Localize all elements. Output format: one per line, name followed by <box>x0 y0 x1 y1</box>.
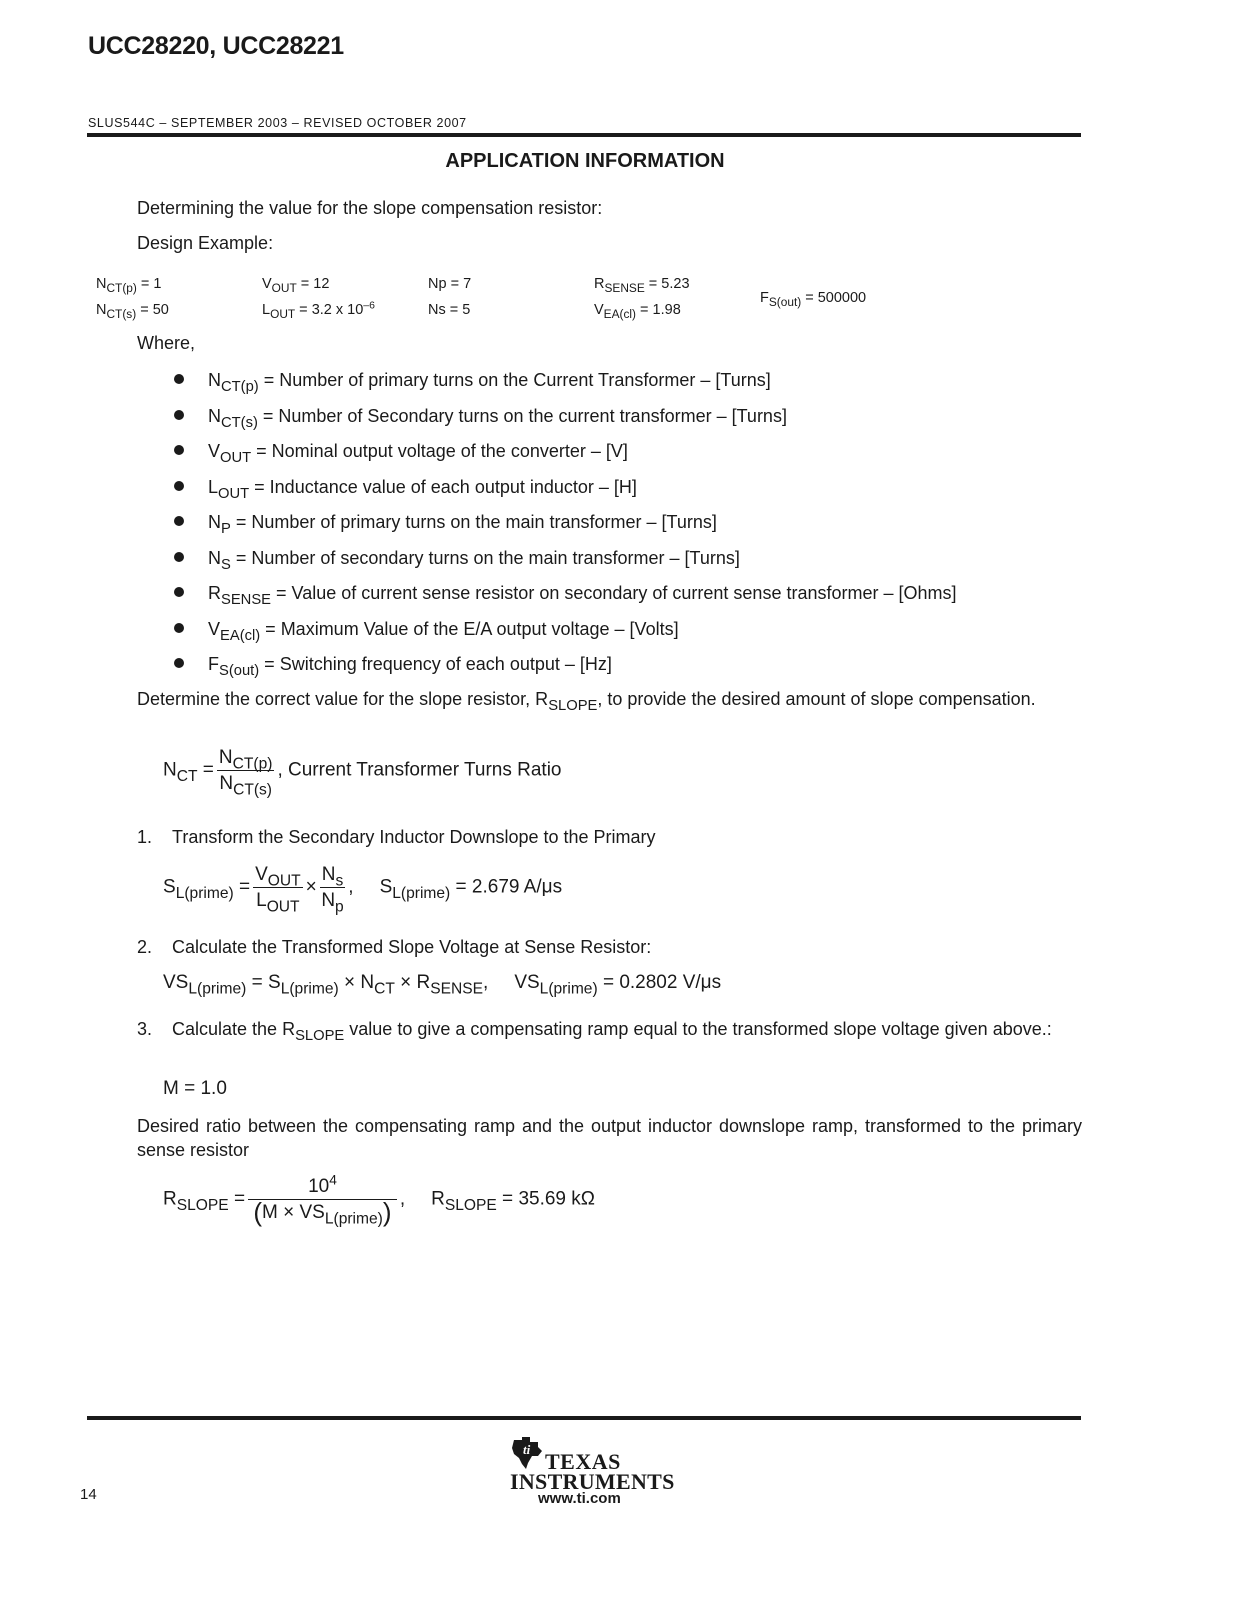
value-veacl: $V_{EA(cl)} = 1.98$ <box>594 302 681 322</box>
value-np: Np = 7 <box>428 276 472 292</box>
bullet-icon <box>174 445 184 455</box>
brand-line-1: TEXAS <box>545 1449 621 1474</box>
value-ns: Ns = 5 <box>428 302 471 318</box>
section-title: APPLICATION INFORMATION <box>445 150 725 172</box>
determine-paragraph: Determine the correct value for the slope resistor, $R_{SLOPE}$, to provide the desired amount of slope compensation. <box>137 689 1036 715</box>
list-item: $N_{CT(p)}$ = Number of primary turns on the Current Transformer – [Turns] <box>172 367 957 403</box>
bullet-icon <box>174 623 184 633</box>
value-lout: $L_{OUT} = 3.2$ x $10^{-6}$ <box>262 300 375 322</box>
intro-text: Determining the value for the slope compensation resistor: <box>137 198 603 218</box>
value-fsout: $F_{S(out)} = 500000$ <box>760 290 867 310</box>
value-vout: $V_{OUT} = 12$ <box>262 276 330 296</box>
design-example-label: Design Example: <box>137 233 274 253</box>
bullet-icon <box>174 658 184 668</box>
rslope-equation: $R_{SLOPE}$ = $\frac{10^4}{(M \times VS_{L(prime)})}$ , $R_{SLOPE} = 35.69$ kΩ <box>163 1172 595 1228</box>
footer-url[interactable]: www.ti.com <box>538 1490 621 1507</box>
bullet-icon <box>174 374 184 384</box>
brand-line-2: INSTRUMENTS <box>510 1469 675 1494</box>
list-item: $N_P$ = Number of primary turns on the main transformer – [Turns] <box>172 509 957 545</box>
bullet-icon <box>174 410 184 420</box>
value-rsense: $R_{SENSE} = 5.23$ <box>594 276 690 296</box>
page-number: 14 <box>80 1486 97 1503</box>
list-item: $F_{S(out)}$ = Switching frequency of each output – [Hz] <box>172 651 957 687</box>
bullet-icon <box>174 587 184 597</box>
list-item: $V_{EA(cl)}$ = Maximum Value of the E/A output voltage – [Volts] <box>172 616 957 652</box>
list-item: $N_{CT(s)}$ = Number of Secondary turns on the current transformer – [Turns] <box>172 403 957 439</box>
value-ncts: $N_{CT(s)} = 50$ <box>96 302 169 322</box>
desired-ratio-paragraph: Desired ratio between the compensating ramp and the output inductor downslope ramp, transformed to the primary sense resistor <box>137 1116 1082 1160</box>
svg-text:ti: ti <box>523 1442 531 1457</box>
nct-equation: $N_{CT}$ = $\frac{N_{CT(p)}}{N_{CT(s)}}$ , Current Transformer Turns Ratio <box>163 747 562 799</box>
vsl-prime-result: 0.2802 V/μs <box>619 972 722 993</box>
bullet-icon <box>174 552 184 562</box>
bullet-icon <box>174 481 184 491</box>
definitions-list <box>172 367 957 687</box>
sl-prime-equation: $S_{L(prime)}$ = $\frac{V_{OUT}}{L_{OUT}}$ × $\frac{N_s}{N_p}$ , $S_{L(prime)} = 2.679$ A/μs <box>163 864 563 916</box>
where-label: Where, <box>137 333 196 353</box>
step-3: 3. Calculate the $R_{SLOPE}$ value to give a compensating ramp equal to the transformed slope voltage given above.: <box>137 1019 1052 1045</box>
list-item: $L_{OUT}$ = Inductance value of each output inductor – [H] <box>172 474 957 510</box>
nct-caption: Current Transformer Turns Ratio <box>288 759 562 781</box>
list-item: $V_{OUT}$ = Nominal output voltage of the converter – [V] <box>172 438 957 474</box>
list-item: $N_S$ = Number of secondary turns on the main transformer – [Turns] <box>172 545 957 581</box>
m-equation: M = 1.0 <box>163 1078 227 1099</box>
ti-logo-icon <box>508 1436 548 1470</box>
list-item: $R_{SENSE}$ = Value of current sense resistor on secondary of current sense transformer – [Ohms] <box>172 580 957 616</box>
footer-rule <box>87 1416 1081 1420</box>
document-number: SLUS544C – SEPTEMBER 2003 – REVISED OCTOBER 2007 <box>88 116 467 130</box>
bullet-icon <box>174 516 184 526</box>
header-rule <box>87 133 1081 137</box>
value-nctp: $N_{CT(p)} = 1$ <box>96 276 162 296</box>
sl-prime-result: 2.679 A/μs <box>471 876 563 898</box>
rslope-result: 35.69 kΩ <box>518 1188 595 1210</box>
vsl-prime-equation: $VS_{L(prime)} = S_{L(prime)} \times N_{CT} \times R_{SENSE}$, $VS_{L(prime)} = 0.2802$ V/μs <box>163 972 722 998</box>
part-numbers: UCC28220, UCC28221 <box>88 32 344 60</box>
